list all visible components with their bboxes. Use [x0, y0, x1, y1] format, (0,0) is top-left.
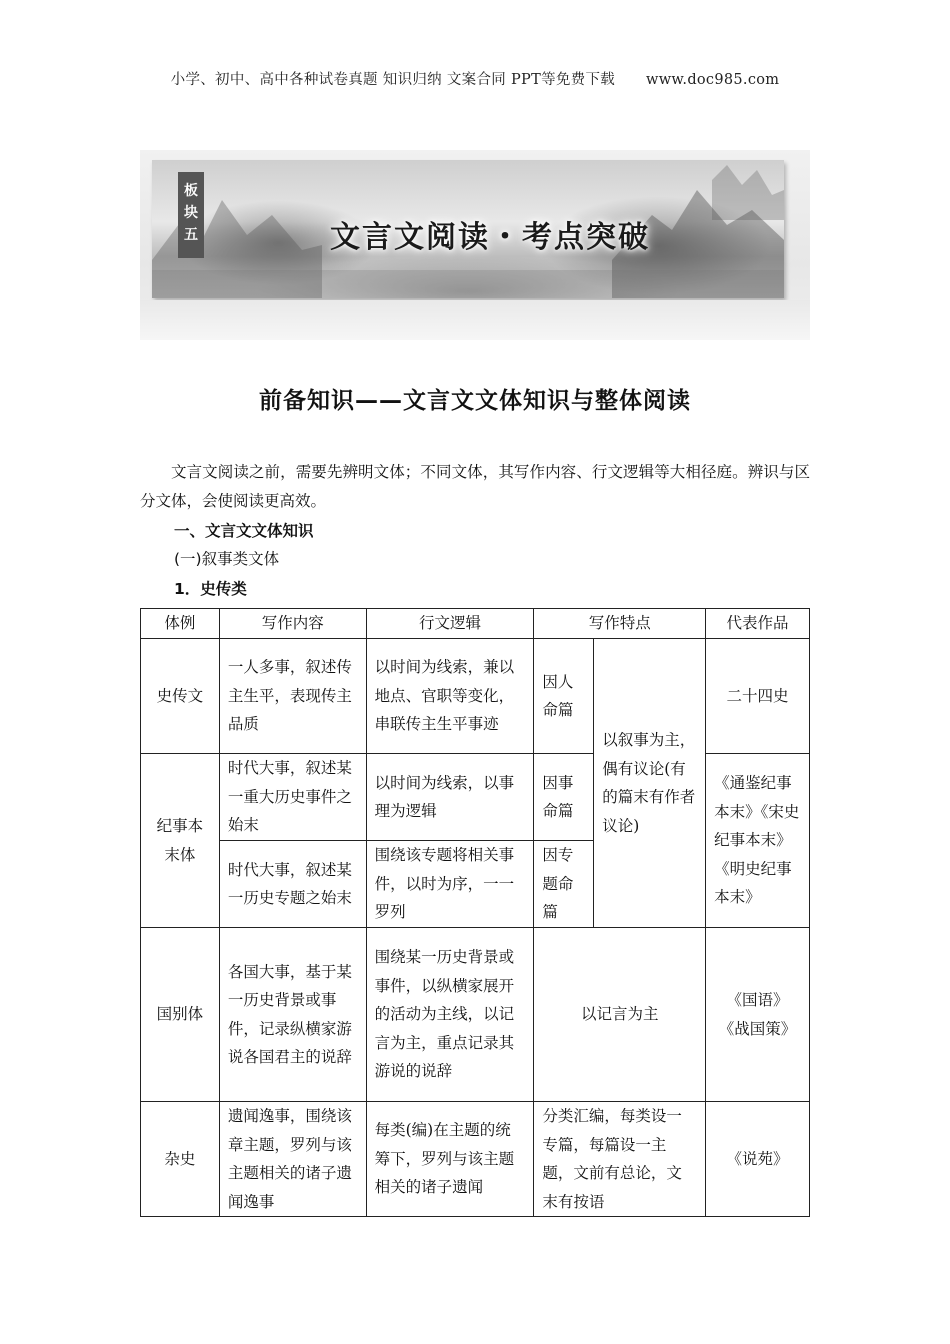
tag-char: 板: [184, 183, 198, 199]
banner-landscape-image: [152, 160, 784, 298]
table-cell: 以时间为线索，兼以地点、官职等变化，串联传主生平事迹: [366, 639, 534, 754]
table-cell: 《说苑》: [706, 1102, 810, 1217]
table-cell: 因人命篇: [534, 639, 594, 754]
table-header-cell: 代表作品: [706, 609, 810, 639]
section-title: 前备知识——文言文文体知识与整体阅读: [259, 388, 691, 414]
table-cell: 《通鉴纪事本末》《宋史纪事本末》《明史纪事本末》: [706, 754, 810, 928]
heading-level-1: 一、文言文文体知识: [174, 522, 314, 540]
heading-level-3: 1．史传类: [174, 580, 247, 598]
table-header-cell: 行文逻辑: [366, 609, 534, 639]
table-cell: 国别体: [141, 928, 220, 1102]
page-header: [0, 68, 950, 89]
work-title: 《国语》: [726, 991, 789, 1009]
tag-char: 块: [184, 205, 198, 221]
header-url[interactable]: www.doc985.com: [646, 72, 780, 88]
table-cell: 因事命篇: [534, 754, 594, 841]
table-cell: 二十四史: [706, 639, 810, 754]
table-cell: 围绕该专题将相关事件，以时为序，一一罗列: [366, 841, 534, 928]
table-cell: 遗闻逸事，围绕该章主题，罗列与该主题相关的诸子遗闻逸事: [219, 1102, 366, 1217]
table-cell: 因专题命篇: [534, 841, 594, 928]
table-cell: 纪事本末体: [141, 754, 220, 928]
table-cell: 分类汇编，每类设一专篇，每篇设一主题，文前有总论，文末有按语: [534, 1102, 706, 1217]
table-cell: 各国大事，基于某一历史背景或事件，记录纵横家游说各国君主的说辞: [219, 928, 366, 1102]
table-cell: 杂史: [141, 1102, 220, 1217]
banner-title: 文言文阅读・考点突破: [330, 220, 650, 255]
table-row: [141, 928, 810, 1102]
table-header-cell: 体例: [141, 609, 220, 639]
table-cell: 围绕某一历史背景或事件，以纵横家展开的活动为主线，以记言为主，重点记录其游说的说辞: [366, 928, 534, 1102]
table-cell: 时代大事，叙述某一重大历史事件之始末: [219, 754, 366, 841]
table-cell: 每类(编)在主题的统筹下，罗列与该主题相关的诸子遗闻: [366, 1102, 534, 1217]
genre-table: [140, 608, 810, 1217]
table-cell: 以记言为主: [534, 928, 706, 1102]
table-cell: 史传文: [141, 639, 220, 754]
table-cell: 一人多事，叙述传主生平，表现传主品质: [219, 639, 366, 754]
table-header-row: [141, 609, 810, 639]
table-cell: [706, 928, 810, 1102]
table-header-cell: 写作内容: [219, 609, 366, 639]
header-text: 小学、初中、高中各种试卷真题 知识归纳 文案合同 PPT等免费下载: [170, 72, 616, 88]
banner: [140, 150, 810, 340]
section-tag: [178, 172, 204, 258]
table-cell: 以时间为线索，以事理为逻辑: [366, 754, 534, 841]
intro-paragraph: 文言文阅读之前，需要先辨明文体；不同文体，其写作内容、行文逻辑等大相径庭。辨识与区分文体，会使阅读更高效。: [140, 463, 810, 510]
table-row: [141, 639, 810, 754]
table-cell: 以叙事为主，偶有议论(有的篇末有作者议论): [594, 639, 706, 928]
heading-level-2: (一)叙事类文体: [174, 550, 280, 568]
banner-lower-strip: [140, 300, 810, 340]
tag-char: 五: [184, 227, 198, 243]
table-cell: 时代大事，叙述某一历史专题之始末: [219, 841, 366, 928]
table-header-cell: 写作特点: [534, 609, 706, 639]
table-row: [141, 754, 810, 841]
table-row: [141, 1102, 810, 1217]
work-title: 《战国策》: [718, 1019, 797, 1038]
